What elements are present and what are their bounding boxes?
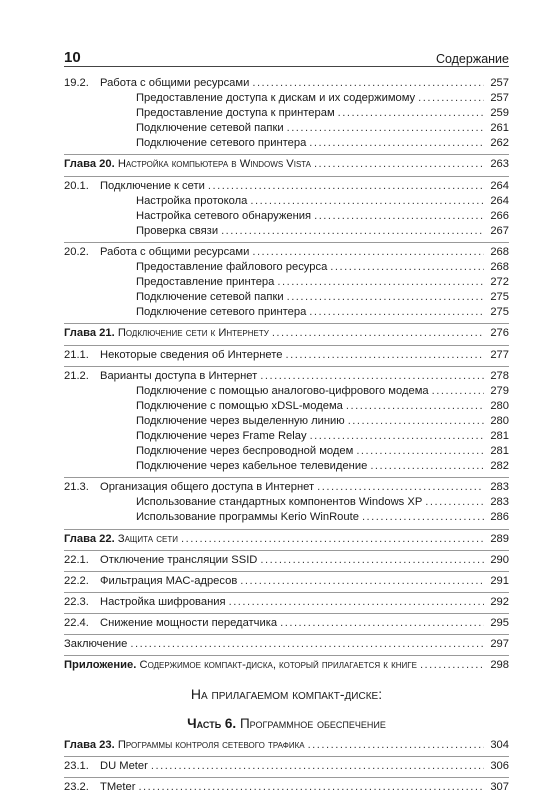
dot-leader — [418, 92, 484, 104]
entry-page-number: 257 — [490, 92, 509, 105]
entry-title — [64, 533, 178, 545]
entry-title: Настройка шифрования — [100, 595, 226, 608]
entry-title: Подключение сетевой папки — [136, 291, 284, 304]
entry-page-number: 266 — [490, 209, 509, 222]
dot-leader — [260, 370, 484, 382]
dot-leader — [229, 596, 484, 608]
entry-title: Подключение через выделенную линию — [136, 414, 345, 427]
toc-entry[interactable] — [64, 195, 509, 210]
entry-title-text: Защита сети — [117, 532, 179, 545]
entry-page-number: 281 — [490, 445, 509, 458]
toc-entry[interactable] — [64, 739, 509, 754]
entry-page-number: 275 — [490, 291, 509, 304]
dot-leader — [286, 349, 485, 361]
toc-entry[interactable] — [64, 306, 509, 321]
entry-title: Проверка связи — [136, 224, 219, 237]
toc-entry[interactable] — [64, 246, 509, 261]
dot-leader — [287, 291, 484, 303]
entry-title: Подключение через кабельное телевидение — [136, 460, 368, 473]
dot-leader — [314, 210, 484, 222]
dot-leader — [309, 306, 484, 318]
dot-leader — [356, 445, 484, 457]
toc-entry[interactable] — [64, 137, 509, 152]
entry-title — [64, 158, 311, 170]
toc-entry[interactable] — [64, 760, 509, 775]
toc-entry[interactable] — [64, 92, 509, 107]
entry-number: 23.1. — [64, 760, 89, 773]
entry-title: Подключение через беспроводной модем — [136, 445, 354, 458]
divider — [64, 655, 509, 656]
entry-page-number: 259 — [490, 107, 509, 120]
entry-title: Отключение трансляции SSID — [100, 553, 258, 566]
divider — [64, 634, 509, 635]
entry-page-number: 280 — [490, 414, 509, 427]
dot-leader — [277, 276, 484, 288]
dot-leader — [151, 760, 484, 772]
dot-leader — [287, 122, 484, 134]
entry-page-number: 290 — [490, 553, 509, 566]
entry-number: 22.3. — [64, 595, 89, 608]
entry-page-number: 267 — [490, 224, 509, 237]
page-number: 10 — [64, 49, 81, 66]
entry-title: Предоставление доступа к принтерам — [136, 107, 335, 120]
toc-entry[interactable] — [64, 327, 509, 342]
entry-title: Настройка сетевого обнаружения — [136, 209, 312, 222]
dot-leader — [338, 107, 484, 119]
entry-number: 22.2. — [64, 574, 89, 587]
entry-title: TMeter — [100, 781, 136, 794]
entry-title: Использование программы Kerio WinRoute — [136, 511, 359, 524]
toc-entry[interactable] — [64, 415, 509, 430]
entry-number: 20.2. — [64, 245, 89, 258]
dot-leader — [317, 481, 484, 493]
divider — [64, 345, 509, 346]
entry-number: 23.2. — [64, 781, 89, 794]
dot-leader — [208, 180, 484, 192]
entry-page-number: 286 — [490, 511, 509, 524]
entry-title — [64, 327, 269, 339]
toc-entry[interactable] — [64, 385, 509, 400]
entry-page-number: 276 — [490, 327, 509, 340]
running-section-title: Содержание — [435, 52, 509, 66]
toc-entry[interactable] — [64, 210, 509, 225]
entry-label: Глава 21. — [64, 327, 115, 340]
part-heading — [64, 716, 509, 731]
entry-page-number: 304 — [490, 739, 509, 752]
toc-entry[interactable] — [64, 460, 509, 475]
book-page — [64, 46, 509, 796]
dot-leader — [221, 225, 484, 237]
toc-entry[interactable] — [64, 400, 509, 415]
toc-entry[interactable] — [64, 291, 509, 306]
page-header — [64, 46, 509, 67]
entry-title: Работа с общими ресурсами — [100, 245, 250, 258]
toc-entry[interactable] — [64, 575, 509, 590]
entry-title-text: Содержимое компакт-диска, который прилагается к книге — [139, 659, 417, 672]
entry-title: Подключение к сети — [100, 179, 205, 192]
entry-title: Подключение с помощью аналогово-цифрового модема — [136, 384, 429, 397]
divider — [64, 756, 509, 757]
toc-entry[interactable] — [64, 261, 509, 276]
toc-entry[interactable] — [64, 638, 509, 653]
entry-page-number: 298 — [490, 659, 509, 672]
divider — [64, 550, 509, 551]
dot-leader — [370, 460, 484, 472]
entry-page-number: 264 — [490, 194, 509, 207]
entry-page-number: 307 — [490, 781, 509, 794]
entry-title: Подключение сетевого принтера — [136, 306, 307, 319]
divider — [64, 366, 509, 367]
entry-page-number: 278 — [490, 369, 509, 382]
entry-title: Работа с общими ресурсами — [100, 77, 250, 89]
entry-title: Предоставление принтера — [136, 276, 275, 289]
entry-title — [64, 659, 417, 671]
dot-leader — [330, 261, 484, 273]
entry-page-number: 280 — [490, 399, 509, 412]
toc-entry[interactable] — [64, 158, 509, 173]
entry-title-text: Подключение сети к Интернету — [117, 327, 269, 340]
divider — [64, 477, 509, 478]
toc-entry[interactable] — [64, 617, 509, 632]
entry-title: Организация общего доступа в Интернет — [100, 481, 315, 494]
entry-label: Приложение. — [64, 659, 137, 672]
entry-title: Подключение через Frame Relay — [136, 429, 307, 442]
toc-entry[interactable] — [64, 276, 509, 291]
dot-leader — [252, 77, 484, 89]
entry-title: Некоторые сведения об Интернете — [100, 348, 283, 361]
toc-entry[interactable] — [64, 511, 509, 526]
toc-entry[interactable] — [64, 496, 509, 511]
entry-page-number: 289 — [490, 532, 509, 545]
dot-leader — [310, 430, 484, 442]
toc-entry[interactable] — [64, 349, 509, 364]
entry-number: 22.4. — [64, 616, 89, 629]
toc-entry[interactable] — [64, 107, 509, 122]
divider — [64, 176, 509, 177]
entry-title: Фильтрация MAC-адресов — [100, 574, 238, 587]
toc-entry[interactable] — [64, 122, 509, 137]
divider — [64, 323, 509, 324]
entry-label: Глава 23. — [64, 739, 115, 752]
entry-page-number: 262 — [490, 137, 509, 150]
dot-leader — [362, 511, 484, 523]
dot-leader — [272, 327, 484, 339]
entry-number: 21.1. — [64, 348, 89, 361]
toc-entry[interactable] — [64, 225, 509, 240]
entry-title — [64, 739, 305, 751]
entry-page-number: 263 — [490, 158, 509, 171]
entry-title: Подключение сетевого принтера — [136, 137, 307, 150]
divider — [64, 777, 509, 778]
entry-title: DU Meter — [100, 760, 148, 773]
divider — [64, 529, 509, 530]
dot-leader — [240, 575, 484, 587]
entry-page-number: 279 — [490, 384, 509, 397]
dot-leader — [138, 781, 484, 793]
dot-leader — [309, 137, 484, 149]
dot-leader — [308, 739, 484, 751]
entry-label: Глава 22. — [64, 532, 115, 545]
toc-entry[interactable] — [64, 445, 509, 460]
entry-title: Настройка протокола — [136, 194, 248, 207]
toc-entry[interactable] — [64, 370, 509, 385]
part-title: Программное обеспечение — [239, 716, 386, 732]
entry-title: Предоставление доступа к дискам и их содержимому — [136, 92, 416, 105]
entry-page-number: 283 — [490, 481, 509, 494]
entry-page-number: 257 — [490, 77, 509, 89]
entry-number: 20.1. — [64, 179, 89, 192]
entry-number: 21.3. — [64, 481, 89, 494]
entry-page-number: 282 — [490, 460, 509, 473]
entry-page-number: 283 — [490, 496, 509, 509]
dot-leader — [181, 533, 484, 545]
dot-leader — [346, 400, 484, 412]
part-label: Часть 6. — [187, 716, 237, 732]
divider — [64, 571, 509, 572]
divider — [64, 613, 509, 614]
dot-leader — [260, 554, 484, 566]
toc-entry[interactable] — [64, 430, 509, 445]
entry-page-number: 268 — [490, 261, 509, 274]
dot-leader — [425, 496, 484, 508]
entry-title-text: Настройка компьютера в Windows Vista — [117, 158, 311, 171]
entry-page-number: 272 — [490, 276, 509, 289]
entry-title: Предоставление файлового ресурса — [136, 261, 328, 274]
entry-title: Заключение — [64, 638, 128, 650]
entry-page-number: 281 — [490, 429, 509, 442]
entry-title: Варианты доступа в Интернет — [100, 369, 258, 382]
entry-page-number: 306 — [490, 760, 509, 773]
divider — [64, 154, 509, 155]
entry-page-number: 292 — [490, 595, 509, 608]
entry-title: Использование стандартных компонентов Windows XP — [136, 496, 423, 509]
entry-page-number: 275 — [490, 306, 509, 319]
dot-leader — [252, 246, 484, 258]
divider — [64, 242, 509, 243]
entry-number: 21.2. — [64, 369, 89, 382]
entry-page-number: 295 — [490, 616, 509, 629]
entry-label: Глава 20. — [64, 158, 115, 171]
dot-leader — [420, 659, 484, 671]
entry-title: Подключение с помощью xDSL-модема — [136, 399, 343, 412]
divider — [64, 592, 509, 593]
toc-entry[interactable] — [64, 781, 509, 796]
toc-entry[interactable] — [64, 596, 509, 611]
table-of-contents-cd — [64, 739, 509, 796]
toc-entry[interactable] — [64, 533, 509, 548]
dot-leader — [314, 158, 484, 170]
cd-heading: На прилагаемом компакт-диске: — [190, 686, 383, 703]
toc-entry[interactable] — [64, 77, 509, 92]
entry-page-number: 297 — [490, 638, 509, 650]
entry-title-text: Программы контроля сетевого трафика — [117, 739, 305, 752]
entry-number: 22.1. — [64, 553, 89, 566]
dot-leader — [250, 195, 484, 207]
entry-title: Снижение мощности передатчика — [100, 616, 278, 629]
entry-page-number: 264 — [490, 179, 509, 192]
entry-page-number: 277 — [490, 348, 509, 361]
toc-entry[interactable] — [64, 554, 509, 569]
dot-leader — [130, 638, 484, 650]
entry-page-number: 268 — [490, 245, 509, 258]
dot-leader — [280, 617, 484, 629]
entry-number: 19.2. — [64, 77, 89, 89]
dot-leader — [348, 415, 484, 427]
dot-leader — [432, 385, 484, 397]
table-of-contents — [64, 77, 509, 674]
toc-entry[interactable] — [64, 481, 509, 496]
toc-entry[interactable] — [64, 659, 509, 674]
entry-page-number: 291 — [490, 574, 509, 587]
entry-page-number: 261 — [490, 122, 509, 135]
entry-title: Подключение сетевой папки — [136, 122, 284, 135]
toc-entry[interactable] — [64, 180, 509, 195]
